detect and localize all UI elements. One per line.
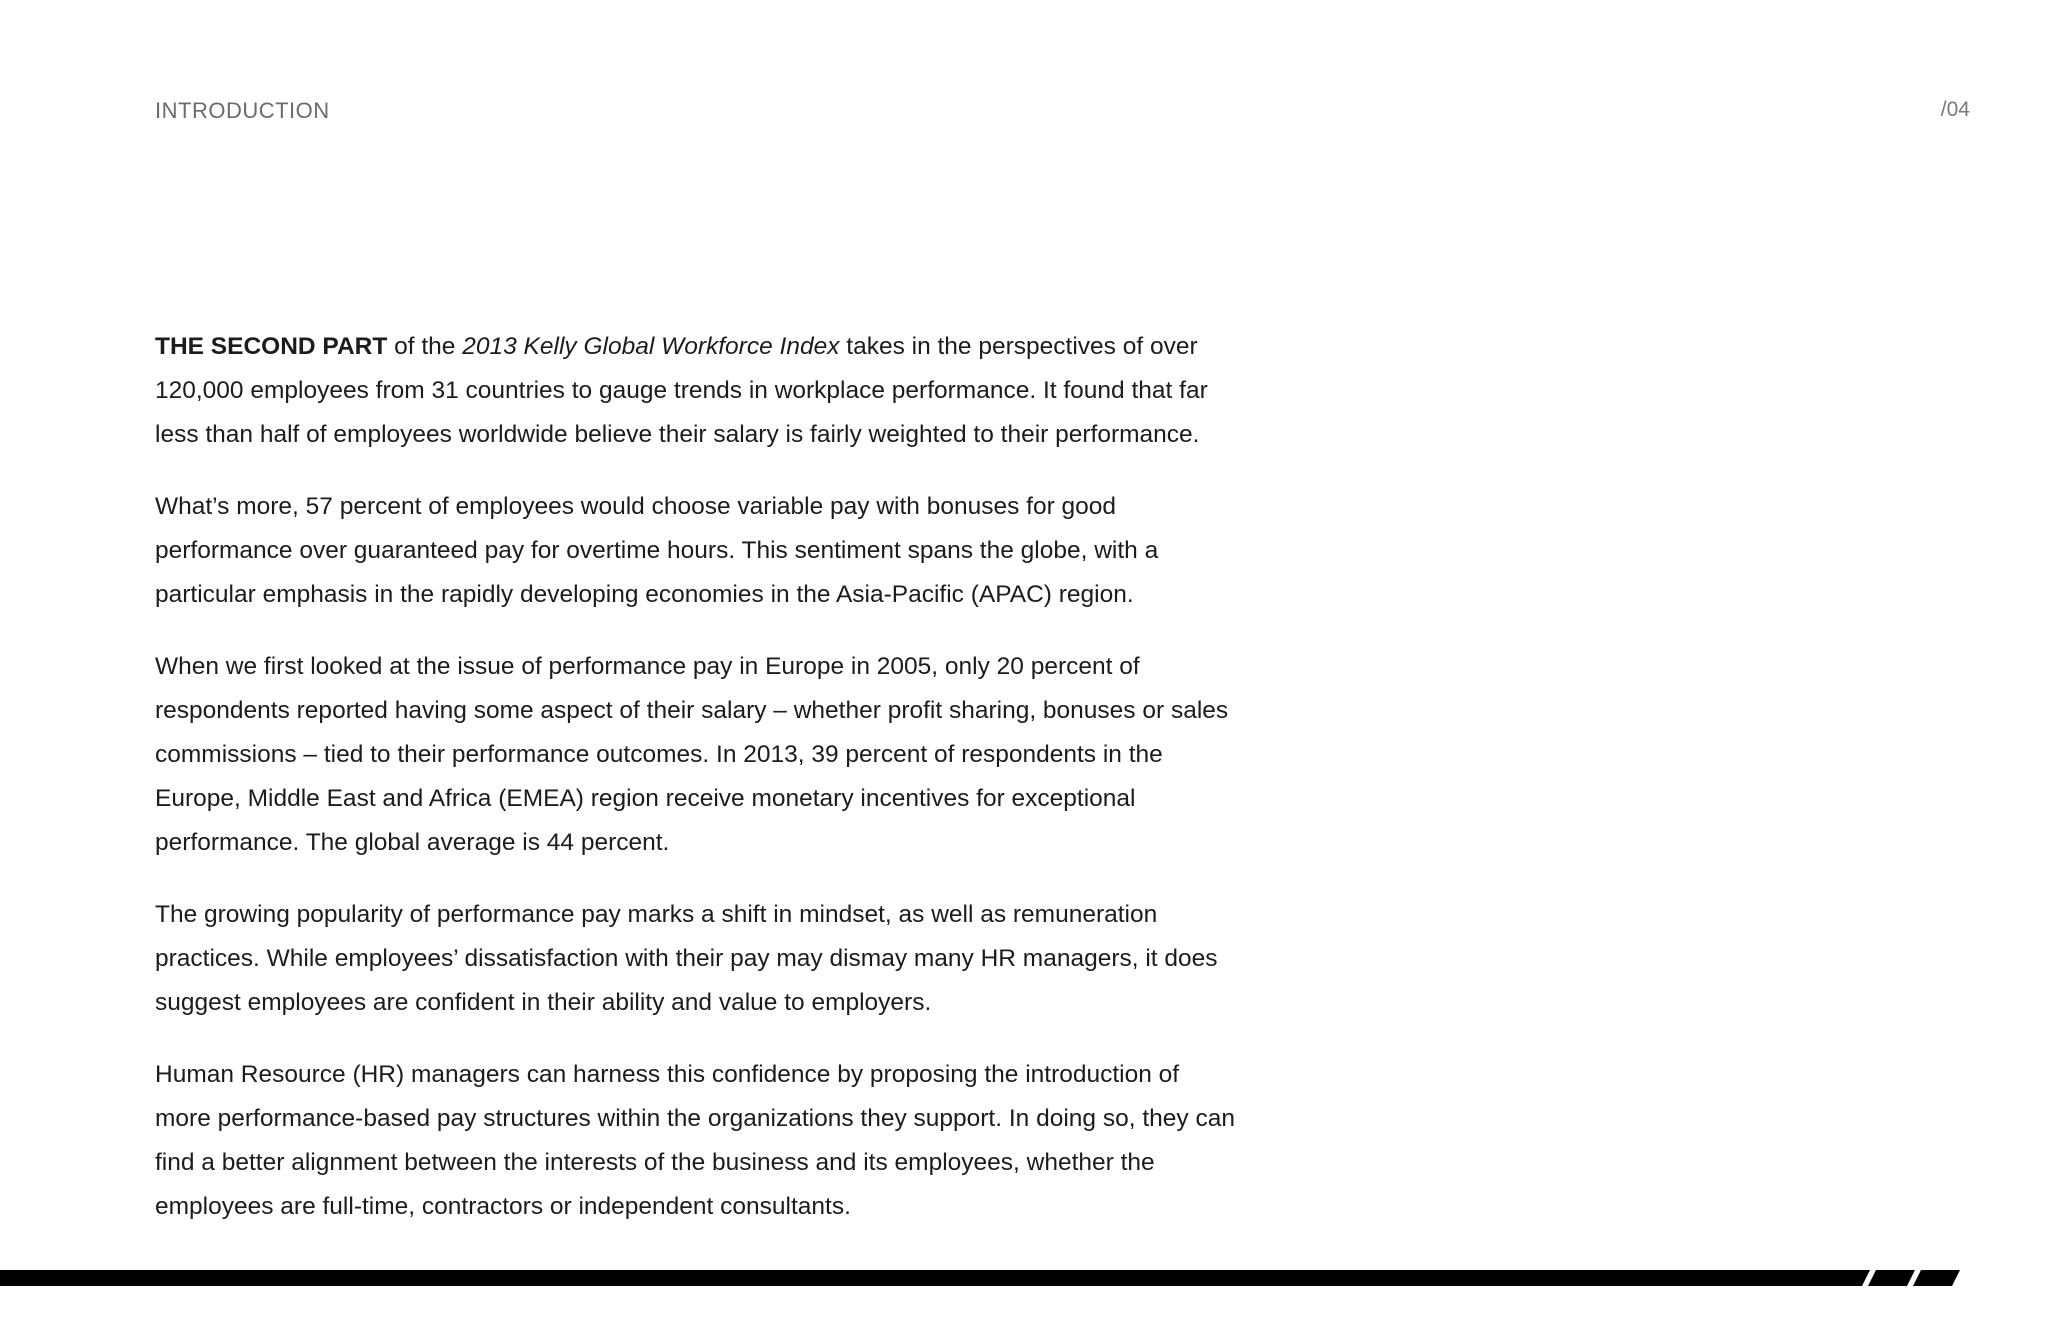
body-text	[155, 325, 1235, 1257]
paragraph-3: When we first looked at the issue of performance pay in Europe in 2005, only 20 percent of respondents reported having some aspect of their salary – whether profit sharing, bonuses or sales commissions – tied to their performance outcomes. In 2013, 39 percent of respondents in the Europe, Middle East and Africa (EMEA) region receive monetary incentives for exceptional performance. The global average is 44 percent.	[155, 653, 1229, 856]
section-label: INTRODUCTION	[155, 98, 330, 123]
page-header	[155, 98, 1970, 128]
lead-in: THE SECOND PART	[155, 333, 388, 360]
p1-remainder: takes in the perspectives of over 120,000 employees from 31 countries to gauge trends in workplace performance. It found that far less than half of employees worldwide believe their salary is fairly weighted to their performance.	[155, 333, 1208, 448]
paragraph-1	[155, 325, 1235, 457]
footer-bar-segment-1	[1868, 1270, 1915, 1286]
p1-connector: of the	[387, 333, 463, 360]
footer-stripes-graphic	[0, 1270, 1965, 1286]
report-title: 2013 Kelly Global Workforce Index	[462, 333, 840, 360]
paragraph-2: What’s more, 57 percent of employees would choose variable pay with bonuses for good performance over guaranteed pay for overtime hours. This sentiment spans the globe, with a particular emphasis in the rapidly developing economies in the Asia-Pacific (APAC) region.	[155, 493, 1159, 608]
footer-bar	[0, 1270, 1965, 1286]
paragraph-4: The growing popularity of performance pay marks a shift in mindset, as well as remuneration practices. While employees’ dissatisfaction with their pay may dismay many HR managers, it does suggest employees are confident in their ability and value to employers.	[155, 901, 1218, 1016]
footer-bar-main	[0, 1270, 1870, 1286]
page-number: /04	[1940, 98, 1970, 121]
paragraph-5: Human Resource (HR) managers can harness this confidence by proposing the introduction of more performance-based pay structures within the organizations they support. In doing so, they can find a better alignment between the interests of the business and its employees, whether the employees are full-time, contractors or independent consultants.	[155, 1061, 1235, 1220]
footer-bar-segment-2	[1913, 1270, 1960, 1286]
